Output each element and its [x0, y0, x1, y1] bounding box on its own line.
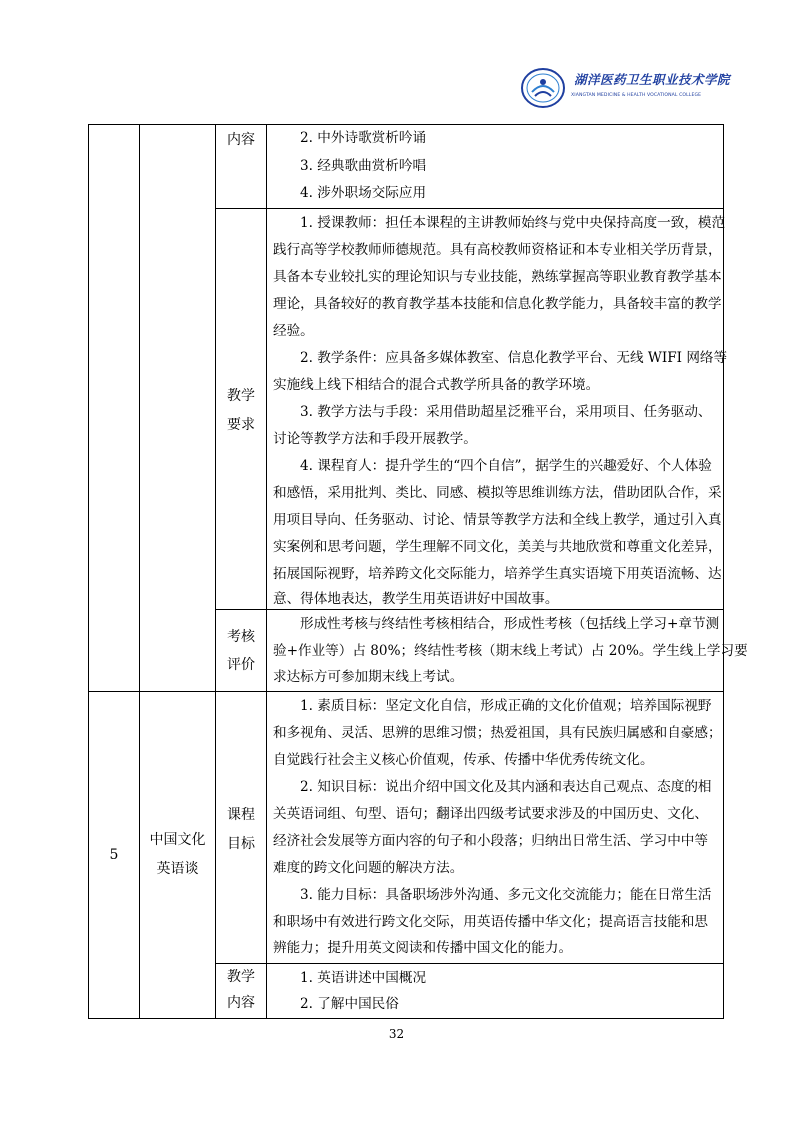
text-line: 自觉践行社会主义核心价值观，传承、传播中华优秀传统文化。: [273, 752, 654, 768]
goals-label-line2: 目标: [227, 836, 255, 852]
text-line: 1. 素质目标：坚定文化自信，形成正确的文化价值观；培养国际视野: [300, 698, 712, 714]
text-line: 3. 教学方法与手段：采用借助超星泛雅平台，采用项目、任务驱动、: [300, 404, 712, 420]
text-line: 4. 课程育人：提升学生的“四个自信”，据学生的兴趣爱好、个人体验: [300, 458, 712, 474]
assessment-label-line2: 评价: [227, 657, 255, 673]
text-line: 辨能力；提升用英文阅读和传播中国文化的能力。: [273, 940, 573, 956]
teaching-content-label-line2: 内容: [227, 995, 255, 1011]
text-line: 具备本专业较扎实的理论知识与专业技能，熟练掌握高等职业教育教学基本: [273, 269, 722, 285]
text-line: 和感悟，采用批判、类比、同感、模拟等思维训练方法，借助团队合作，采: [273, 485, 722, 501]
table-border-col3: [266, 124, 267, 1019]
content-item: 1. 英语讲述中国概况: [300, 970, 427, 986]
text-line: 验+作业等）占 80%；终结性考核（期末线上考试）占 20%。学生线上学习要: [273, 643, 748, 659]
requirements-label-line1: 教学: [227, 388, 255, 404]
content-label: 内容: [227, 132, 255, 148]
text-line: 和职场中有效进行跨文化交际，用英语传播中华文化；提高语言技能和思: [273, 914, 708, 930]
requirements-label-line2: 要求: [227, 417, 255, 433]
table-border-bottom: [88, 1018, 724, 1019]
table-border-right: [723, 124, 724, 1019]
text-line: 拓展国际视野，培养跨文化交际能力，培养学生真实语境下用英语流畅、达: [273, 566, 722, 582]
text-line: 关英语词组、句型、语句；翻译出四级考试要求涉及的中国历史、文化、: [273, 806, 708, 822]
college-name-cn: 湖洋医药卫生职业技术学院: [574, 72, 731, 87]
course-name-line1: 中国文化: [149, 832, 206, 848]
course-number: 5: [109, 847, 119, 863]
text-line: 经验。: [273, 323, 314, 339]
text-line: 求达标方可参加期末线上考试。: [273, 669, 464, 685]
teaching-content-label-line1: 教学: [227, 969, 255, 985]
text-line: 实施线上线下相结合的混合式教学所具备的教学环境。: [273, 377, 600, 393]
content-item: 3. 经典歌曲赏析吟唱: [300, 158, 427, 174]
text-line: 意、得体地表达，教学生用英语讲好中国故事。: [273, 591, 559, 607]
text-line: 用项目导向、任务驱动、讨论、情景等教学方法和全线上教学，通过引入真: [273, 512, 722, 528]
text-line: 理论，具备较好的教育教学基本技能和信息化教学能力，具备较丰富的教学: [273, 296, 722, 312]
text-line: 难度的跨文化问题的解决方法。: [273, 860, 464, 876]
content-item: 2. 中外诗歌赏析吟诵: [300, 130, 427, 146]
college-logo-icon: [521, 68, 567, 108]
text-line: 实案例和思考问题，学生理解不同文化，美美与共地欣赏和尊重文化差异，: [273, 539, 722, 555]
text-line: 经济社会发展等方面内容的句子和小段落；归纳出日常生活、学习中中等: [273, 833, 708, 849]
page-number: 32: [388, 1027, 405, 1041]
text-line: 2. 知识目标：说出介绍中国文化及其内涵和表达自己观点、态度的相: [300, 779, 712, 795]
college-name-en: XIANGTAN MEDICINE & HEALTH VOCATIONAL COLLEGE: [571, 93, 702, 98]
table-border-left: [88, 124, 89, 1019]
page-header: [0, 0, 793, 112]
text-line: 形成性考核与终结性考核相结合，形成性考核（包括线上学习+章节测: [300, 616, 720, 632]
row-divider: [215, 963, 724, 964]
assessment-label-line1: 考核: [227, 629, 255, 645]
text-line: 讨论等教学方法和手段开展教学。: [273, 431, 477, 447]
text-line: 2. 教学条件：应具备多媒体教室、信息化教学平台、无线 WIFI 网络等: [300, 350, 728, 366]
row-divider: [215, 208, 724, 209]
course-name-line2: 英语谈: [156, 861, 199, 877]
goals-label-line1: 课程: [227, 807, 255, 823]
content-item: 2. 了解中国民俗: [300, 996, 399, 1012]
text-line: 和多视角、灵活、思辨的思维习惯；热爱祖国，具有民族归属感和自豪感；: [273, 725, 722, 741]
text-line: 践行高等学校教师师德规范。具有高校教师资格证和本专业相关学历背景，: [273, 242, 722, 258]
text-line: 1. 授课教师：担任本课程的主讲教师始终与党中央保持高度一致，模范: [300, 215, 726, 231]
text-line: 3. 能力目标：具备职场涉外沟通、多元文化交流能力；能在日常生活: [300, 887, 712, 903]
table-border-col2: [215, 124, 216, 1019]
table-border-col1: [139, 124, 140, 1019]
content-item: 4. 涉外职场交际应用: [300, 185, 427, 201]
